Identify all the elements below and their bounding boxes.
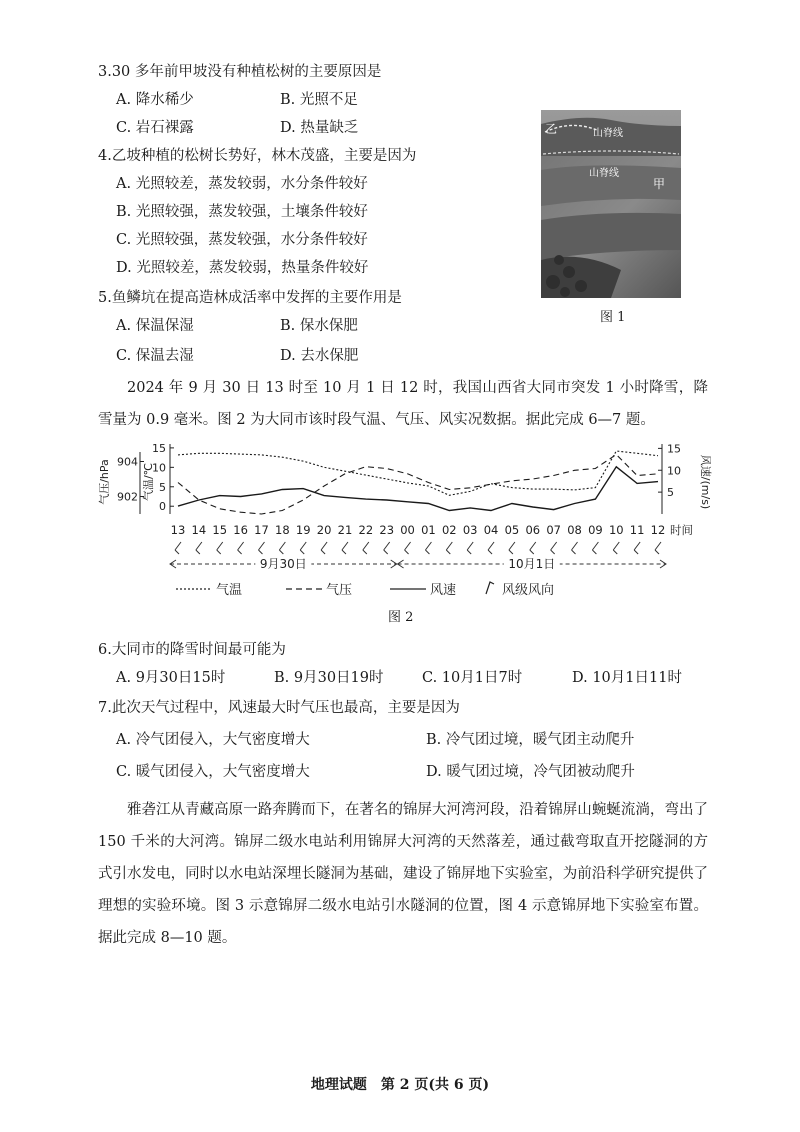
label-yi: 乙	[545, 122, 558, 136]
x-tick-label: 11	[629, 523, 645, 537]
x-tick-label: 20	[316, 523, 332, 537]
wind-barb	[425, 542, 431, 554]
figure-1-photo	[541, 110, 681, 298]
pressure-tick-label: 902	[117, 490, 138, 504]
legend-barb-symbol	[486, 582, 494, 594]
option-c: C. 10月1日7时	[422, 670, 523, 686]
x-tick-label: 08	[567, 523, 582, 537]
wind-barb	[217, 542, 223, 554]
option-b: B. 光照不足	[280, 92, 358, 108]
x-tick-label: 14	[191, 523, 207, 537]
legend-label: 风级风向	[502, 583, 555, 598]
wind-axis-title: 风速/(m/s)	[699, 454, 712, 510]
label-ridge-2: 山脊线	[589, 168, 619, 179]
option-d: D. 光照较差，蒸发较弱，热量条件较好	[116, 260, 369, 276]
question-stem: 7.此次天气过程中，风速最大时气压也最高，主要是因为	[98, 700, 460, 716]
pressure-tick-label: 904	[117, 455, 138, 469]
x-tick-label: 04	[483, 523, 499, 537]
wind-barb	[551, 542, 557, 554]
x-tick-label: 07	[546, 523, 561, 537]
wind-barb	[300, 542, 306, 554]
x-tick-label: 13	[170, 523, 186, 537]
passage-weather: 2024 年 9 月 30 日 13 时至 10 月 1 日 12 时，我国山西省大同市突发 1 小时降雪，降雪量为 0.9 毫米。图 2 为大同市该时段气温、气压、风实况数据。据此完成 6—7 题。	[98, 380, 708, 428]
option-a: A. 降水稀少	[116, 92, 194, 108]
option-d: D. 热量缺乏	[280, 120, 359, 136]
wind-barb	[592, 542, 598, 554]
legend-label: 气压	[326, 583, 353, 598]
temperature-tick-label: 5	[159, 480, 166, 494]
option-b: B. 光照较强，蒸发较强，土壤条件较好	[116, 204, 368, 220]
x-tick-label: 19	[295, 523, 311, 537]
option-a: A. 保温保湿	[116, 318, 194, 334]
x-tick-label: 05	[504, 523, 520, 537]
option-b: B. 保水保肥	[280, 318, 358, 334]
legend-label: 气温	[216, 583, 243, 598]
x-tick-label: 15	[212, 523, 228, 537]
option-a: A. 冷气团侵入，大气密度增大	[116, 732, 310, 748]
x-tick-label: 21	[337, 523, 353, 537]
wind-barb	[258, 542, 264, 554]
hillside-photo	[541, 110, 681, 298]
temperature-tick-label: 10	[152, 461, 166, 475]
label-ridge-1: 山脊线	[593, 128, 623, 139]
wind-barb	[363, 542, 369, 554]
temperature-axis-title: 气温/℃	[142, 462, 155, 502]
wind-barb	[342, 542, 348, 554]
pressure-axis-title: 气压/hPa	[98, 459, 111, 505]
question-stem: 4.乙坡种植的松树长势好，林木茂盛，主要是因为	[98, 148, 417, 164]
option-a: A. 光照较差，蒸发较弱，水分条件较好	[116, 176, 368, 192]
question-stem: 5.鱼鳞坑在提高造林成活率中发挥的主要作用是	[98, 290, 402, 306]
x-tick-label: 00	[400, 523, 415, 537]
wind-barb	[321, 542, 327, 554]
legend-label: 风速	[430, 583, 457, 598]
series-line-风速	[178, 467, 658, 511]
wind-tick-label: 5	[667, 486, 674, 500]
question-stem: 6.大同市的降雪时间最可能为	[98, 642, 286, 658]
option-a: A. 9月30日15时	[116, 670, 226, 686]
date-range-label: 10月1日	[508, 557, 556, 571]
option-c: C. 光照较强，蒸发较强，水分条件较好	[116, 232, 368, 248]
option-d: D. 暖气团过境，冷气团被动爬升	[426, 764, 635, 780]
option-c: C. 暖气团侵入，大气密度增大	[116, 764, 310, 780]
x-tick-label: 10	[608, 523, 624, 537]
wind-barb	[279, 542, 285, 554]
option-c: C. 岩石裸露	[116, 120, 194, 136]
wind-barb	[405, 542, 411, 554]
series-line-气温	[178, 451, 658, 495]
figure-2-caption: 图 2	[388, 610, 414, 625]
weather-chart	[90, 438, 710, 606]
date-range-label: 9月30日	[259, 557, 307, 571]
temperature-tick-label: 15	[152, 441, 166, 455]
label-jia: 甲	[653, 177, 666, 191]
wind-barb	[175, 542, 181, 554]
page-footer: 地理试题 第 2 页(共 6 页)	[310, 1077, 490, 1093]
option-d: D. 去水保肥	[280, 348, 359, 364]
wind-barb	[467, 542, 473, 554]
wind-tick-label: 15	[667, 442, 681, 456]
wind-barb	[572, 542, 578, 554]
x-axis-unit: 时间	[670, 523, 693, 537]
option-b: B. 冷气团过境，暖气团主动爬升	[426, 732, 635, 748]
passage-jinping: 雅砻江从青藏高原一路奔腾而下，在著名的锦屏大河湾河段，沿着锦屏山蜿蜒流淌，弯出了 150 千米的大河湾。锦屏二级水电站利用锦屏大河湾的天然落差，通过截弯取直开挖隧洞的方式引水发电，同时以水电站深埋长隧洞为基础，建设了锦屏地下实验室，为前沿科学研究提供了理想的实验环境。图 3 示意锦屏二级水电站引水隧洞的位置，图 4 示意锦屏地下实验室布置。据此完成 8—10 题。	[98, 802, 708, 946]
option-b: B. 9月30日19时	[274, 670, 384, 686]
wind-barb	[384, 542, 390, 554]
figure-1-caption: 图 1	[600, 310, 626, 325]
wind-barb	[238, 542, 244, 554]
x-tick-label: 06	[525, 523, 541, 537]
x-tick-label: 23	[379, 523, 395, 537]
wind-barb	[488, 542, 494, 554]
wind-barb	[446, 542, 452, 554]
temperature-tick-label: 0	[159, 500, 166, 514]
x-tick-label: 01	[421, 523, 436, 537]
wind-barb	[655, 542, 661, 554]
x-tick-label: 22	[358, 523, 374, 537]
x-tick-label: 12	[650, 523, 666, 537]
option-c: C. 保温去湿	[116, 348, 194, 364]
x-tick-label: 09	[588, 523, 603, 537]
option-d: D. 10月1日11时	[572, 670, 682, 686]
wind-barb	[530, 542, 536, 554]
x-tick-label: 17	[254, 523, 269, 537]
x-tick-label: 18	[275, 523, 290, 537]
question-stem: 3.30 多年前甲坡没有种植松树的主要原因是	[98, 64, 382, 80]
x-tick-label: 03	[462, 523, 478, 537]
wind-barb	[613, 542, 619, 554]
wind-barb	[509, 542, 515, 554]
wind-barb	[634, 542, 640, 554]
wind-tick-label: 10	[667, 464, 681, 478]
x-tick-label: 02	[441, 523, 457, 537]
wind-barb	[196, 542, 202, 554]
x-tick-label: 16	[233, 523, 248, 537]
series-line-气压	[178, 455, 658, 515]
